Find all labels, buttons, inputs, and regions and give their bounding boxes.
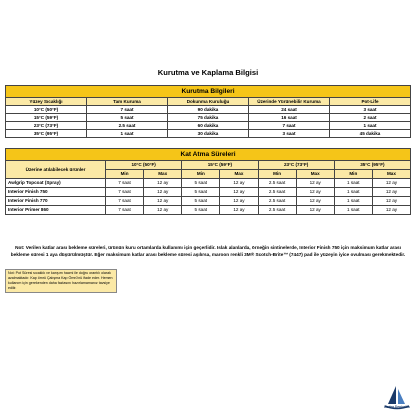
temp-15: 15°C (59°F) xyxy=(182,161,258,170)
recoat-cell: 1 saat xyxy=(334,206,372,215)
drying-cell: 3 saat xyxy=(330,106,411,114)
recoat-cell: 12 ay xyxy=(220,206,258,215)
product-name: Interior Finish 750 xyxy=(6,188,106,197)
min-header: Min xyxy=(258,170,296,179)
recoat-cell: 12 ay xyxy=(144,188,182,197)
drying-cell: 90 dakika xyxy=(168,106,249,114)
drying-cell: 15°C (59°F) xyxy=(6,114,87,122)
product-name: Awlgrip Topcoat (Spray) xyxy=(6,179,106,188)
recoat-cell: 2.5 saat xyxy=(258,197,296,206)
drying-header: Kurutma Bilgileri xyxy=(6,86,411,98)
temp-35: 35°C (95°F) xyxy=(334,161,410,170)
recoat-cell: 12 ay xyxy=(296,197,334,206)
drying-columns xyxy=(6,98,411,106)
recoat-cell: 12 ay xyxy=(220,179,258,188)
recoat-cell: 5 saat xyxy=(182,206,220,215)
recoat-cell: 12 ay xyxy=(220,197,258,206)
max-header: Max xyxy=(296,170,334,179)
recoat-cell: 12 ay xyxy=(372,197,410,206)
recoat-cell: 12 ay xyxy=(144,206,182,215)
recoat-cell: 5 saat xyxy=(182,188,220,197)
recoat-cell: 7 saat xyxy=(106,206,144,215)
recoat-cell: 12 ay xyxy=(296,206,334,215)
max-header: Max xyxy=(372,170,410,179)
drying-cell: 30 dakika xyxy=(168,130,249,138)
drying-cell: 60 dakika xyxy=(168,122,249,130)
drying-cell: 1 saat xyxy=(330,122,411,130)
temp-23: 23°C (73°F) xyxy=(258,161,334,170)
recoat-cell: 12 ay xyxy=(296,179,334,188)
drying-cell: 3 saat xyxy=(249,130,330,138)
drying-cell: 23°C (73°F) xyxy=(6,122,87,130)
drying-cell: 7 saat xyxy=(249,122,330,130)
temp-10: 10°C (50°F) xyxy=(106,161,182,170)
recoat-cell: 7 saat xyxy=(106,179,144,188)
recoat-cell: 12 ay xyxy=(372,179,410,188)
recoat-cell: 5 saat xyxy=(182,179,220,188)
drying-cell: 35°C (95°F) xyxy=(6,130,87,138)
drying-cell: 5 saat xyxy=(87,114,168,122)
recoat-cell: 1 saat xyxy=(334,188,372,197)
recoat-row xyxy=(6,179,411,188)
recoat-cell: 1 saat xyxy=(334,179,372,188)
recoat-row xyxy=(6,197,411,206)
recoat-header: Kat Atma Süreleri xyxy=(6,149,411,161)
drying-cell: 16 saat xyxy=(249,114,330,122)
products-label: Üzerine atılabilecek ürünler xyxy=(6,161,106,179)
recoat-cell: 1 saat xyxy=(334,197,372,206)
recoat-cell: 12 ay xyxy=(144,197,182,206)
recoat-cell: 7 saat xyxy=(106,188,144,197)
drying-cell: 45 dakika xyxy=(330,130,411,138)
min-header: Min xyxy=(106,170,144,179)
min-header: Min xyxy=(334,170,372,179)
min-header: Min xyxy=(182,170,220,179)
potlife-note: Not: Pot Süresi sıcaklık ve karışım hacmi ile doğru orantılı olarak azalmaktadır. Kap ömrü Çalışma Kap Ömrü'nü ifade eder. Hemen kullanım için gerekenden daha fazlasını hazırlamamanız tavsiye edilir. xyxy=(5,269,117,293)
recoat-row xyxy=(6,206,411,215)
recoat-cell: 12 ay xyxy=(372,206,410,215)
drying-cell: 24 saat xyxy=(249,106,330,114)
drying-cell: 2.5 saat xyxy=(87,122,168,130)
drying-cell: 75 dakika xyxy=(168,114,249,122)
recoat-cell: 2.5 saat xyxy=(258,188,296,197)
col-surface-temp: Yüzey Sıcaklığı xyxy=(6,98,87,106)
col-touch-dry: Dokunma Kuruluğu xyxy=(168,98,249,106)
recoat-cell: 7 saat xyxy=(106,197,144,206)
drying-cell: 10°C (50°F) xyxy=(6,106,87,114)
drying-row xyxy=(6,114,411,122)
drying-row xyxy=(6,106,411,114)
drying-cell: 7 saat xyxy=(87,106,168,114)
drying-row xyxy=(6,130,411,138)
recoat-note: Not: Verilen katlar arası bekleme süreleri, ürünün kuru ortamlarda kullanımı için geçerlidir. Islak alanlarda, örneğin sintinelerde, Interior Finish 750 için maksimum katlar arası bekleme süresi 1 aya düşürülmüştür. Eğer maksimum katlar arası bekleme süresi aşılırsa, maroon renkli 3M® Scotch-Brite™ (7447) pad ile yüzeyin iyice ovulması gerekmektedir. xyxy=(10,245,406,257)
max-header: Max xyxy=(220,170,258,179)
recoat-cell: 12 ay xyxy=(296,188,334,197)
drying-cell: 2 saat xyxy=(330,114,411,122)
drying-row xyxy=(6,122,411,130)
drying-cell: 1 saat xyxy=(87,130,168,138)
recoat-cell: 12 ay xyxy=(372,188,410,197)
recoat-cell: 2.5 saat xyxy=(258,179,296,188)
page-title: Kurutma ve Kaplama Bilgisi xyxy=(157,68,259,77)
logo-text: Buden Denizcilik xyxy=(384,405,410,409)
drying-table xyxy=(5,85,411,138)
recoat-table xyxy=(5,148,411,215)
recoat-row xyxy=(6,188,411,197)
col-pot-life: Pot-Life xyxy=(330,98,411,106)
col-walk-dry: Üzerinde Yürünebilir Kuruma xyxy=(249,98,330,106)
recoat-cell: 2.5 saat xyxy=(258,206,296,215)
product-name: Interior Primer 860 xyxy=(6,206,106,215)
recoat-cell: 12 ay xyxy=(144,179,182,188)
col-full-dry: Tam Kuruma xyxy=(87,98,168,106)
recoat-cell: 12 ay xyxy=(220,188,258,197)
max-header: Max xyxy=(144,170,182,179)
product-name: Interior Finish 770 xyxy=(6,197,106,206)
recoat-cell: 5 saat xyxy=(182,197,220,206)
